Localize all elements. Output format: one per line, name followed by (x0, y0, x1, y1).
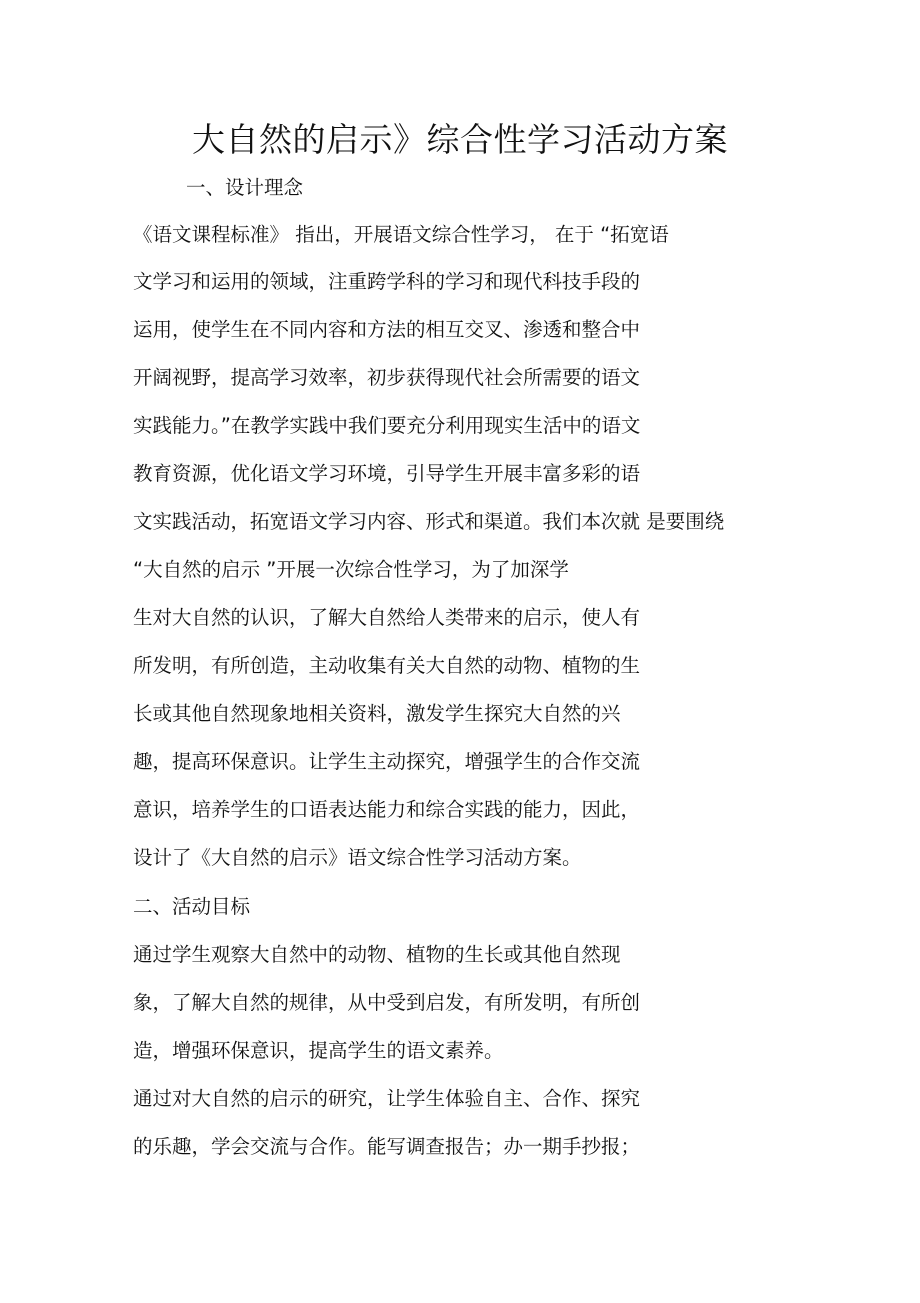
document-title: 大自然的启示》综合性学习活动方案 (192, 120, 728, 159)
paragraph-line: 象，了解大自然的规律，从中受到启发，有所发明，有所创 (133, 991, 641, 1014)
paragraph-line: 设计了《大自然的启示》语文综合性学习活动方案。 (133, 846, 582, 869)
paragraph-line: 的乐趣，学会交流与合作。能写调查报告；办一期手抄报； (133, 1135, 641, 1158)
paragraph-line: 教育资源，优化语文学习环境，引导学生开展丰富多彩的语 (133, 462, 641, 485)
paragraph-line: 生对大自然的认识，了解大自然给人类带来的启示，使人有 (133, 606, 641, 629)
paragraph-line: 通过对大自然的启示的研究，让学生体验自主、合作、探究 (133, 1087, 641, 1110)
paragraph-line: 造，增强环保意识，提高学生的语文素养。 (133, 1039, 504, 1062)
paragraph-line: 文实践活动，拓宽语文学习内容、形式和渠道。我们本次就 是要围绕 (133, 510, 725, 533)
paragraph-line: 《语文课程标准》 指出，开展语文综合性学习， 在于 “拓宽语 (133, 223, 669, 246)
section-heading-activity-goals: 二、活动目标 (133, 895, 251, 918)
paragraph-line: “大自然的启示 ”开展一次综合性学习，为了加深学 (133, 558, 569, 581)
paragraph-line: 开阔视野，提高学习效率，初步获得现代社会所需要的语文 (133, 366, 641, 389)
paragraph-line: 趣，提高环保意识。让学生主动探究，增强学生的合作交流 (133, 750, 641, 773)
paragraph-line: 所发明，有所创造，主动收集有关大自然的动物、植物的生 (133, 654, 641, 677)
paragraph-line: 实践能力。”在教学实践中我们要充分利用现实生活中的语文 (133, 414, 641, 437)
paragraph-line: 长或其他自然现象地相关资料，激发学生探究大自然的兴 (133, 702, 621, 725)
paragraph-line: 运用，使学生在不同内容和方法的相互交叉、渗透和整合中 (133, 318, 641, 341)
paragraph-line: 意识，培养学生的口语表达能力和综合实践的能力，因此， (133, 798, 641, 821)
paragraph-line: 通过学生观察大自然中的动物、植物的生长或其他自然现 (133, 943, 621, 966)
paragraph-line: 文学习和运用的领域，注重跨学科的学习和现代科技手段的 (133, 270, 641, 293)
section-heading-design-concept: 一、设计理念 (186, 176, 304, 199)
